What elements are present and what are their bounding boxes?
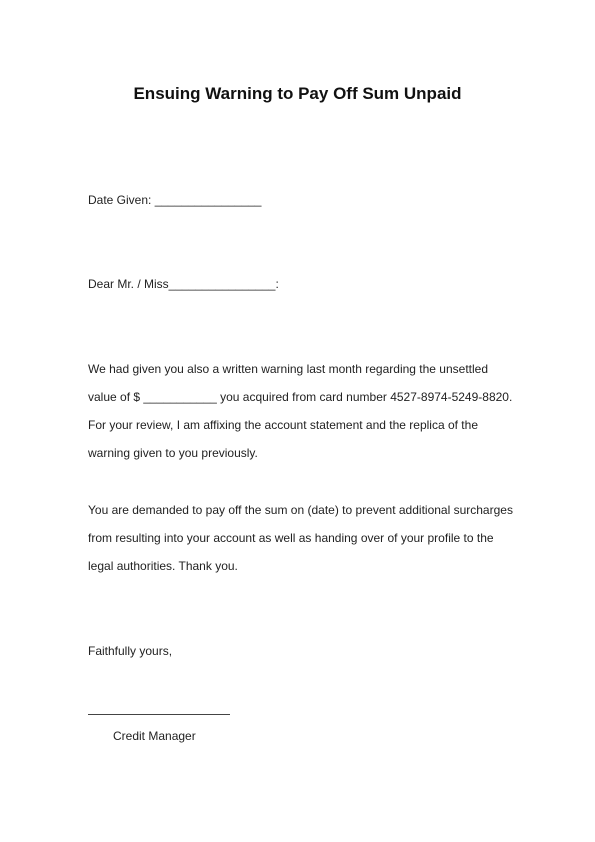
signature-line	[88, 714, 230, 715]
paragraph1-line: value of $ ___________ you acquired from card number 4527-8974-5249-8820.	[88, 390, 513, 404]
paragraph2-line: legal authorities. Thank you.	[88, 559, 238, 573]
date-given-line: Date Given: ________________	[88, 193, 262, 207]
paragraph2-line: You are demanded to pay off the sum on (date) to prevent additional surcharges	[88, 503, 513, 517]
paragraph1-line: For your review, I am affixing the account statement and the replica of the	[88, 418, 478, 432]
paragraph1-line: We had given you also a written warning last month regarding the unsettled	[88, 362, 489, 376]
closing: Faithfully yours,	[88, 644, 173, 658]
paragraph2-line: from resulting into your account as well as handing over of your profile to the	[88, 531, 494, 545]
signature-title: Credit Manager	[113, 729, 196, 743]
salutation: Dear Mr. / Miss________________:	[88, 277, 279, 291]
paragraph1-line: warning given to you previously.	[88, 446, 258, 460]
document-title: Ensuing Warning to Pay Off Sum Unpaid	[133, 84, 462, 103]
